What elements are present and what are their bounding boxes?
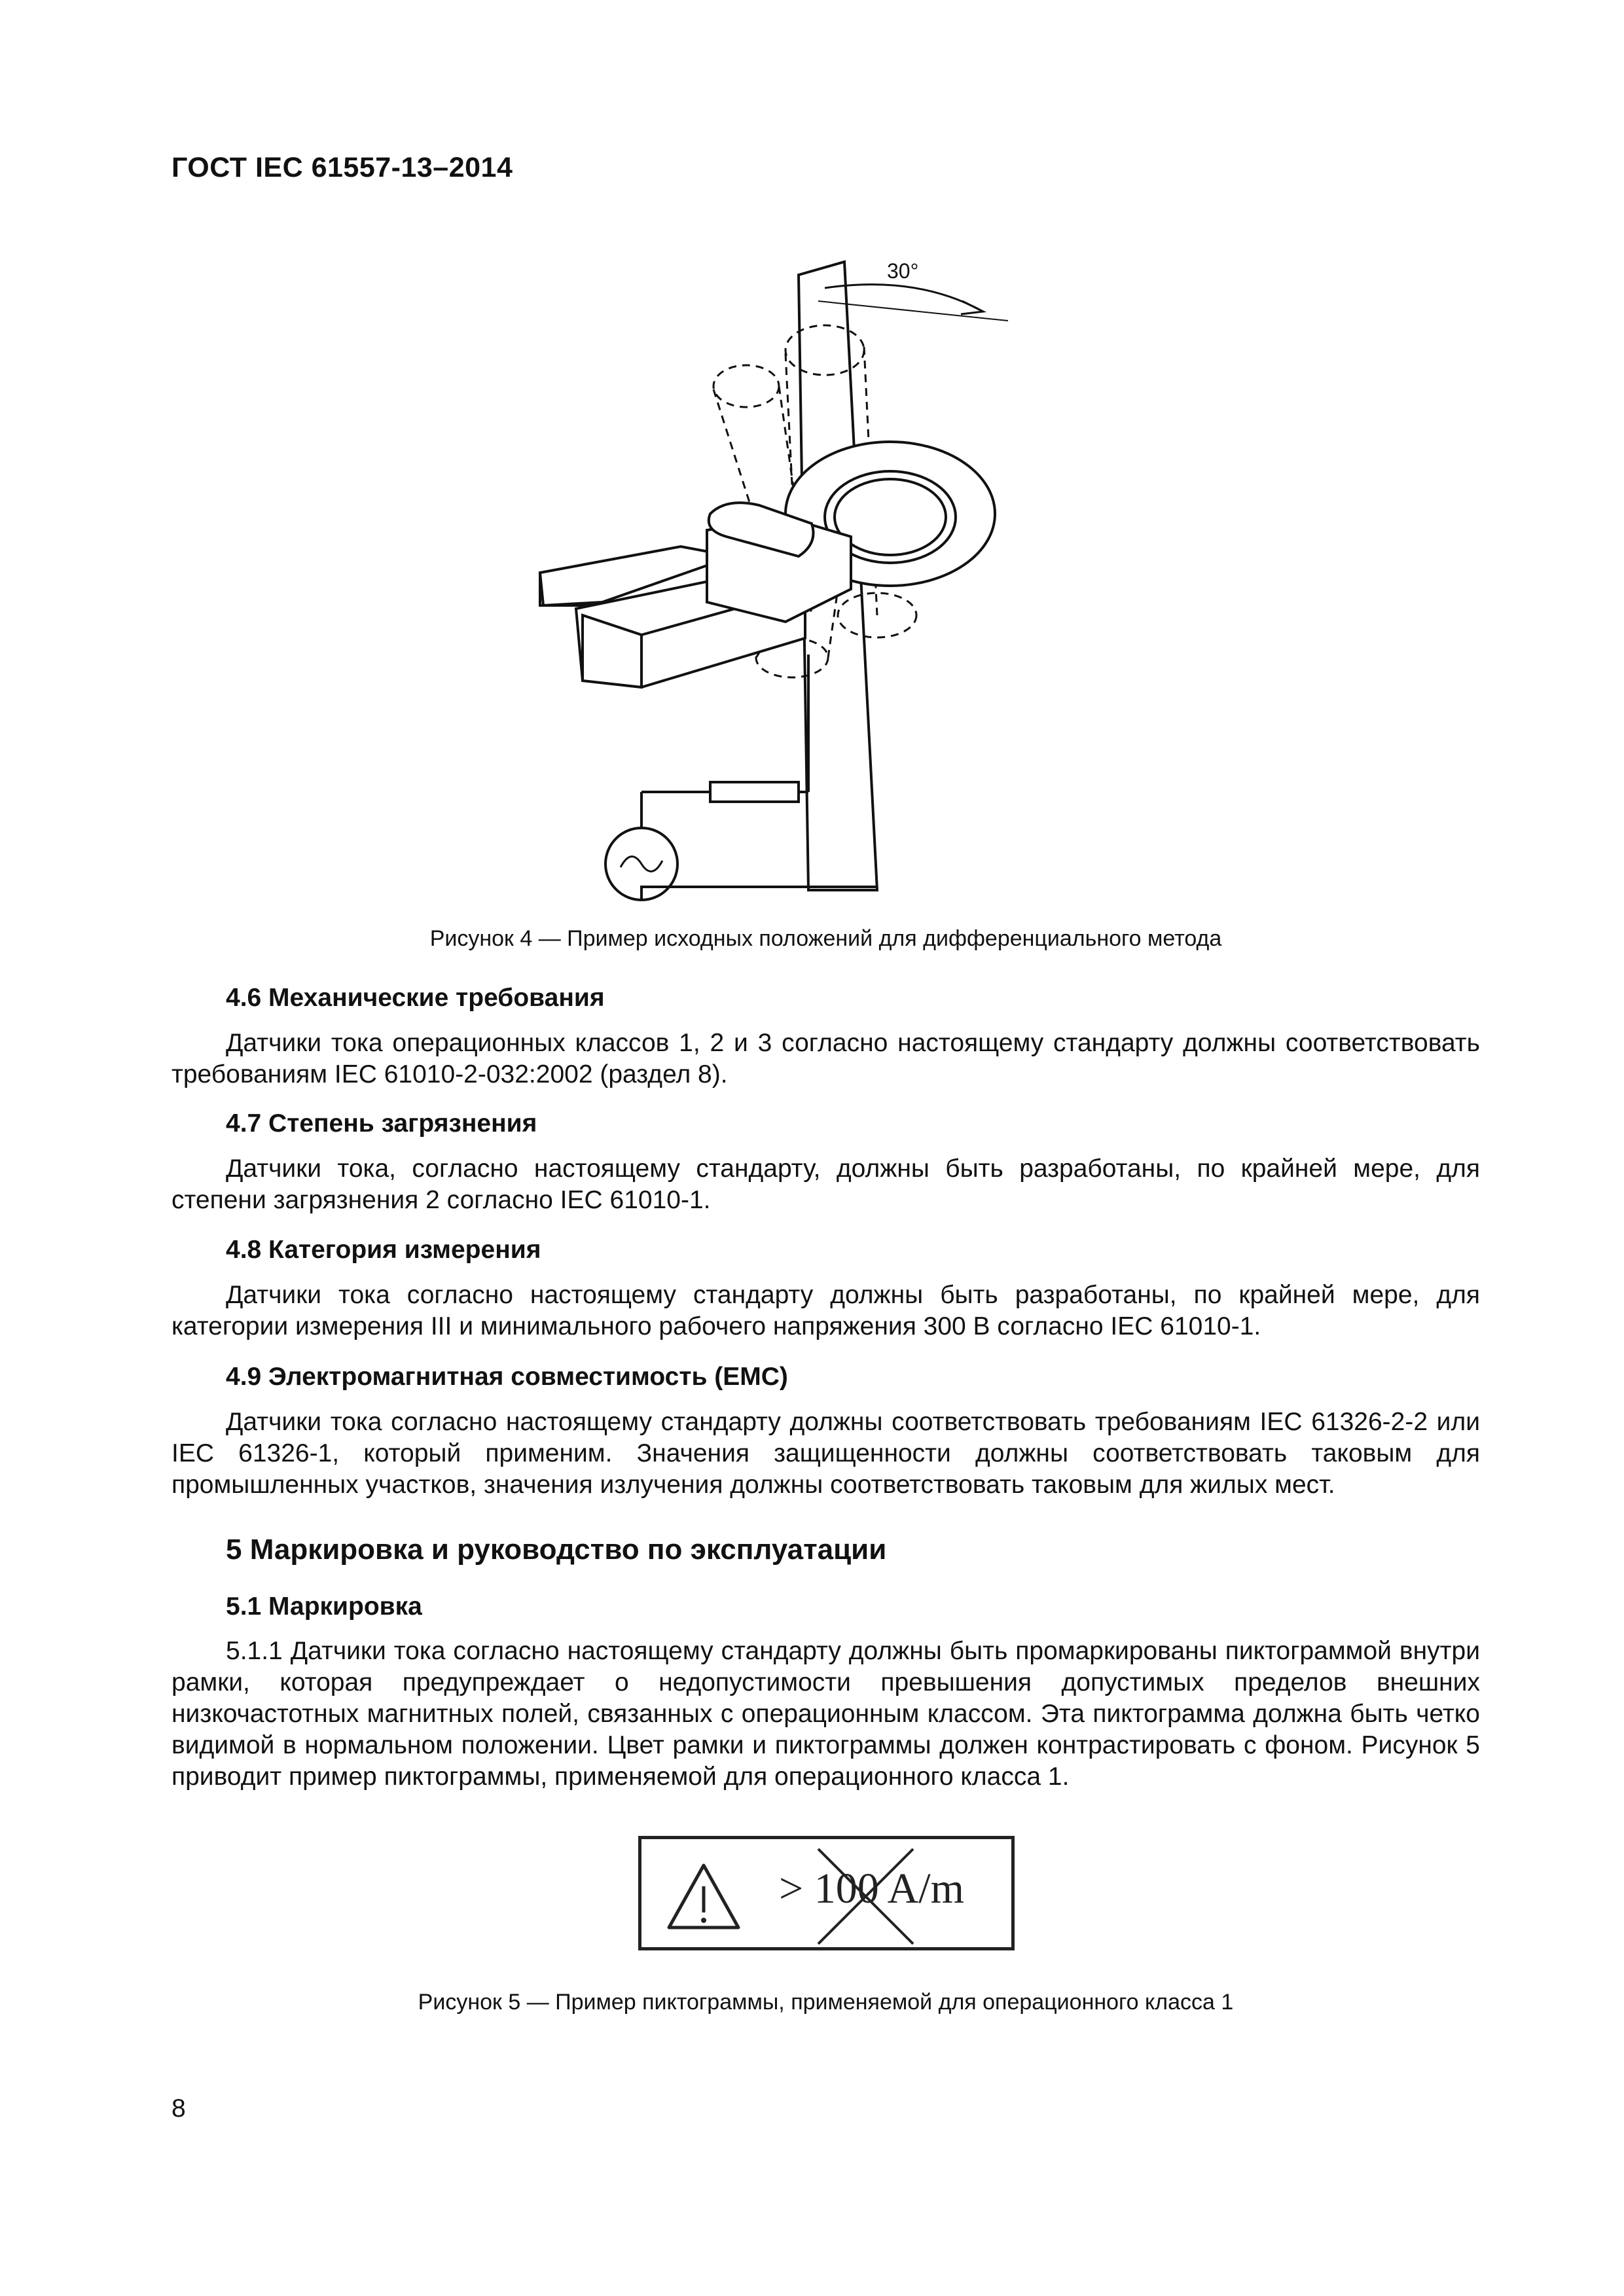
paragraph-4-8: Датчики тока согласно настоящему стандарту должны быть разработаны, по крайней мере, для категории измерения III и минимального рабочего напряжения 300 В согласно IEC 61010-1.: [171, 1281, 1480, 1340]
document-id: ГОСТ IEC 61557-13–2014: [171, 152, 513, 183]
paragraph-4-9: Датчики тока согласно настоящему стандарту должны соответствовать требованиям IEC 61326-2-2 или IEC 61326-1, который применим. Значения защищенности должны соответствовать таковым для промышленных участков, значения излучения должны соответствовать таковым для жилых мест.: [171, 1408, 1480, 1499]
heading-5-1: 5.1 Маркировка: [226, 1592, 422, 1621]
page-number: 8: [171, 2094, 186, 2123]
paragraph-4-6: Датчики тока операционных классов 1, 2 и 3 согласно настоящему стандарту должны соответствовать требованиям IEC 61010-2-032:2002 (раздел 8).: [171, 1029, 1480, 1088]
warning-triangle-icon: [669, 1865, 738, 1928]
figure-4-clamp-diagram: [511, 249, 1008, 903]
heading-5: 5 Маркировка и руководство по эксплуатации: [226, 1534, 887, 1566]
heading-4-7: 4.7 Степень загрязнения: [226, 1109, 537, 1138]
pictogram-field-limit: > 100 A/m: [779, 1865, 964, 1912]
figure-4-caption: Рисунок 4 — Пример исходных положений для дифференциального метода: [429, 926, 1222, 951]
paragraph-4-7: Датчики тока, согласно настоящему стандарту, должны быть разработаны, по крайней мере, для степени загрязнения 2 согласно IEC 61010-1.: [171, 1155, 1480, 1214]
angle-arc: [825, 285, 982, 311]
resistor: [710, 782, 799, 802]
heading-4-9: 4.9 Электромагнитная совместимость (EMC): [226, 1363, 788, 1391]
angle-label: 30°: [887, 259, 919, 283]
angle-arrow: [961, 301, 983, 314]
figure-5-pictogram: [638, 1836, 1015, 1950]
heading-4-6: 4.6 Механические требования: [226, 984, 605, 1012]
heading-4-8: 4.8 Категория измерения: [226, 1236, 541, 1264]
paragraph-5-1-1: 5.1.1 Датчики тока согласно настоящему стандарту должны быть промаркированы пиктограммой внутри рамки, которая предупреждает о недопустимости превышения допустимых пределов внешних низкочастотных магнитных полей, связанных с операционным классом. Эта пиктограмма должна быть четко видимой в нормальном положении. Цвет рамки и пиктограммы должен контрастировать с фоном. Рисунок 5 приводит пример пиктограммы, применяемой для операционного класса 1.: [171, 1637, 1480, 1791]
figure-5-caption: Рисунок 5 — Пример пиктограммы, применяемой для операционного класса 1: [418, 1990, 1234, 2015]
